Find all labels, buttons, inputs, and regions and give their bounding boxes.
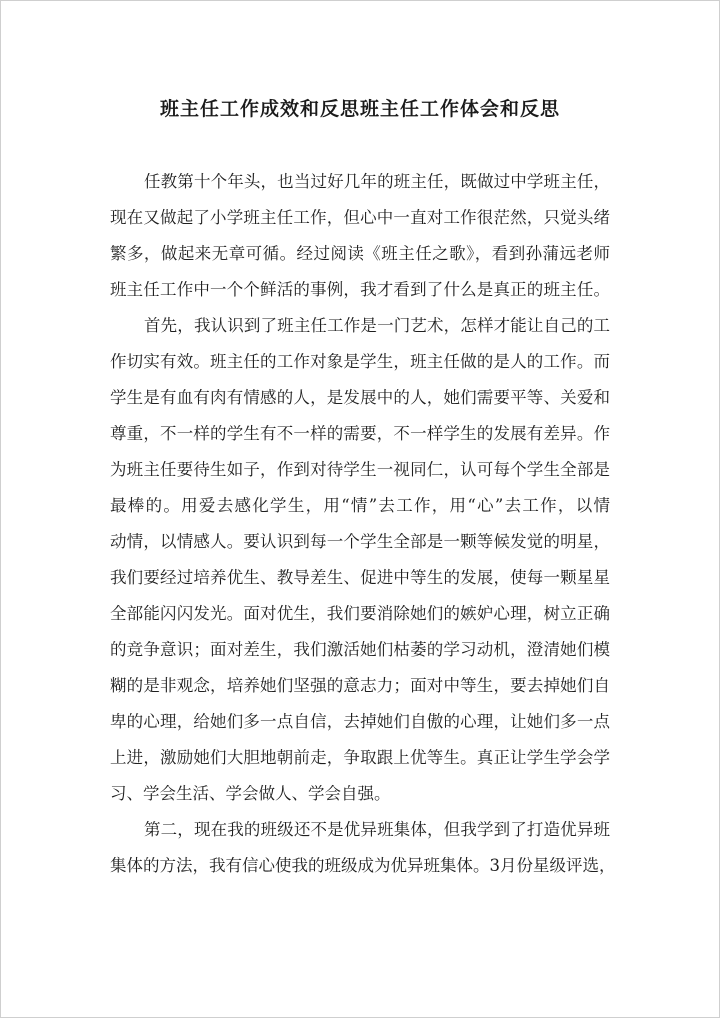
text-line: 任教第十个年头，也当过好几年的班主任，既做过中学班主任， (144, 172, 610, 191)
text-line: 为班主任要待生如子，作到对待学生一视同仁，认可每个学生全部是 (110, 460, 610, 479)
text-line: 糊的是非观念，培养她们坚强的意志力；面对中等生，要去掉她们自 (110, 676, 610, 695)
text-line: 全部能闪闪发光。面对优生，我们要消除她们的嫉妒心理，树立正确 (110, 604, 610, 623)
text-line: 尊重，不一样的学生有不一样的需要，不一样学生的发展有差异。作 (110, 424, 610, 443)
text-line: 上进，激励她们大胆地朝前走，争取跟上优等生。真正让学生学会学 (110, 748, 610, 767)
text-line: 学生是有血有肉有情感的人，是发展中的人，她们需要平等、关爱和 (110, 388, 610, 407)
text-line: 动情，以情感人。要认识到每一个学生全部是一颗等候发觉的明星， (110, 532, 610, 551)
text-line: 习、学会生活、学会做人、学会自强。 (110, 784, 391, 803)
text-line: 第二，现在我的班级还不是优异班集体，但我学到了打造优异班 (144, 820, 610, 839)
text-line: 的竞争意识；面对差生，我们激活她们枯萎的学习动机，澄清她们模 (110, 640, 610, 659)
text-line: 首先，我认识到了班主任工作是一门艺术，怎样才能让自己的工 (144, 316, 610, 335)
text-line: 最棒的。用爱去感化学生，用“情”去工作，用“心”去工作，以情 (110, 496, 610, 515)
document-title: 班主任工作成效和反思班主任工作体会和反思 (159, 98, 560, 120)
text-line: 作切实有效。班主任的工作对象是学生，班主任做的是人的工作。而 (110, 352, 610, 371)
text-line: 集体的方法，我有信心使我的班级成为优异班集体。3月份星级评选， (110, 856, 616, 875)
text-line: 卑的心理，给她们多一点自信，去掉她们自傲的心理，让她们多一点 (110, 712, 610, 731)
text-line: 繁多，做起来无章可循。经过阅读《班主任之歌》，看到孙蒲远老师 (110, 244, 610, 263)
text-line: 班主任工作中一个个鲜活的事例，我才看到了什么是真正的班主任。 (110, 280, 610, 299)
text-line: 现在又做起了小学班主任工作，但心中一直对工作很茫然，只觉头绪 (110, 208, 610, 227)
text-line: 我们要经过培养优生、教导差生、促进中等生的发展，使每一颗星星 (110, 568, 610, 587)
